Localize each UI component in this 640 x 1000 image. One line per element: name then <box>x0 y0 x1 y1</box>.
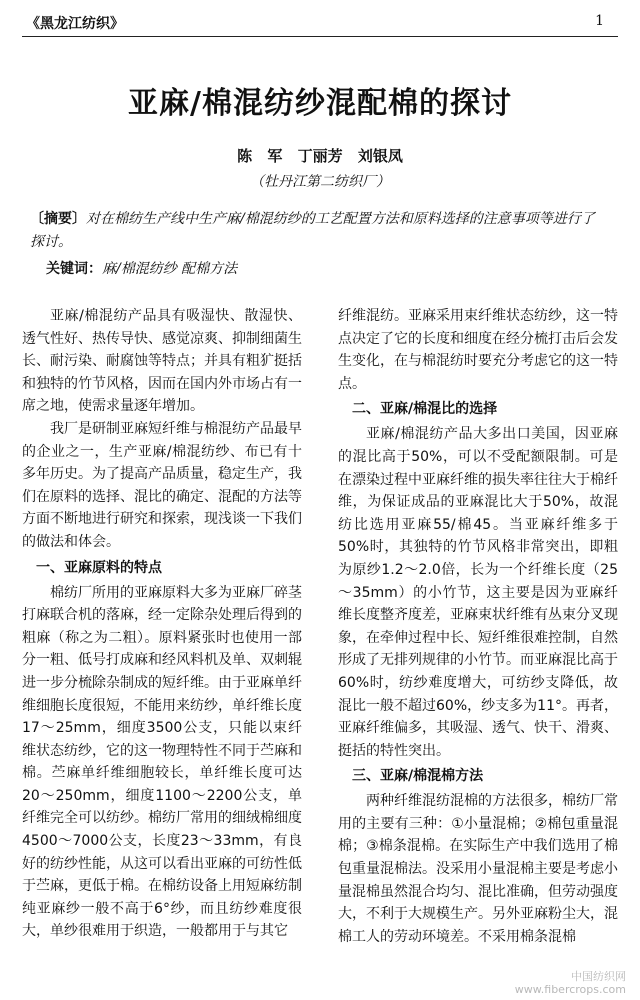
right-column <box>338 305 618 948</box>
section-heading: 三、亚麻/棉混棉方法 <box>352 768 484 785</box>
watermark-line: 中国纺织网 <box>571 970 626 983</box>
article-title: 亚麻/棉混纺纱混配棉的探讨 <box>128 86 512 121</box>
section-heading: 二、亚麻/棉混比的选择 <box>352 401 498 418</box>
watermark-url: www.fibercrops.com <box>514 983 626 996</box>
abstract-label: 〔摘要〕 <box>30 211 86 227</box>
keywords-text: 麻/棉混纺纱 配棉方法 <box>102 261 238 277</box>
paragraph: 亚麻/棉混纺产品大多出口美国，因亚麻的混比高于50%，可以不受配额限制。可是在漂染过程中亚麻纤维的损失率往往大于棉纤维，为保证成品的亚麻混比大于50%，故混纺比选用亚麻55/棉45。当亚麻纤维多于50%时，其独特的竹节风格非常突出，即粗为原纱1.2～2.0倍，长为一个纤维长度（25～35mm）的小竹节，这主要是因为亚麻纤维长度整齐度差，亚麻束状纤维有丛束分叉现象，在牵伸过程中长、短纤维很难控制，自然形成了无排列规律的小竹节。而亚麻混比高于60%时，纺纱难度增大，可纺纱支降低，故混比一般不超过60%，纱支多为11°。再者，亚麻纤维偏多，其吸湿、透气、快干、滑爽、挺括的特性突出。 <box>338 426 618 759</box>
abstract-text: 对在棉纺生产线中生产麻/棉混纺纱的工艺配置方法和原料选择的注意事项等进行了探讨。 <box>30 211 595 250</box>
keywords <box>46 258 602 280</box>
section-heading: 一、亚麻原料的特点 <box>36 559 162 576</box>
running-header <box>22 10 618 37</box>
journal-name: 《黑龙江纺织》 <box>26 16 124 32</box>
left-column <box>22 305 302 943</box>
abstract <box>30 208 602 254</box>
paragraph-continued: 纤维混纺。亚麻采用束纤维状态纺纱，这一特点决定了它的长度和细度在经分梳打击后会发生变化，在与棉混纺时要充分考虑它的这一特点。 <box>338 308 618 392</box>
site-watermark <box>515 970 626 996</box>
keywords-label: 关键词： <box>46 261 102 277</box>
paragraph: 我厂是研制亚麻短纤维与棉混纺产品最早的企业之一，生产亚麻/棉混纺纱、布已有十多年历史。为了提高产品质量，稳定生产，我们在原料的选择、混比的确定、混配的方法等方面不断地进行研究和探索，现浅谈一下我们的做法和体会。 <box>22 420 302 550</box>
affiliation: （牡丹江第二纺织厂） <box>250 174 390 190</box>
paragraph: 棉纺厂所用的亚麻原料大多为亚麻厂碎茎打麻联合机的落麻，经一定除杂处理后得到的粗麻（称之为二粗）。原料紧张时也使用一部分一粗、低号打成麻和经风料机及单、双刺辊进一步分梳除杂制成的短纤维。由于亚麻单纤维细胞长度很短，不能用来纺纱，单纤维长度17～25mm，细度3500公支，只能以束纤维状态纺纱，它的这一物理特性不同于苎麻和棉。苎麻单纤维细胞较长，单纤维长度可达20～250mm，细度1100～2200公支，单纤维完全可以纺纱。棉纺厂常用的细绒棉细度4500～7000公支，长度23～33mm，有良好的纺纱性能，从这可以看出亚麻的可纺性低于苎麻，更低于棉。在棉纺设备上用短麻纺制纯亚麻纱一般不高于6°纱，而且纺纱难度很大，单纱很难用于织造，一般都用于与其它 <box>22 584 302 940</box>
paragraph: 亚麻/棉混纺产品具有吸湿快、散湿快、透气性好、热传导快、感觉凉爽、抑制细菌生长、耐污染、耐腐蚀等特点；并具有粗犷挺括和独特的竹节风格，因而在国内外市场占有一席之地，使需求量逐年增加。 <box>22 308 302 415</box>
paragraph: 两种纤维混纺混棉的方法很多，棉纺厂常用的主要有三种：①小量混棉；②棉包重量混棉；③棉条混棉。在实际生产中我们选用了棉包重量混棉法。没采用小量混棉主要是考虑小量混棉虽然混合均匀、混比准确，但劳动强度大，不利于大规模生产。另外亚麻粉尘大，混棉工人的劳动环境差。不采用棉条混棉 <box>338 793 618 945</box>
page-number: 1 <box>595 13 604 29</box>
author-list: 陈 军 丁丽芳 刘银凤 <box>237 147 403 165</box>
